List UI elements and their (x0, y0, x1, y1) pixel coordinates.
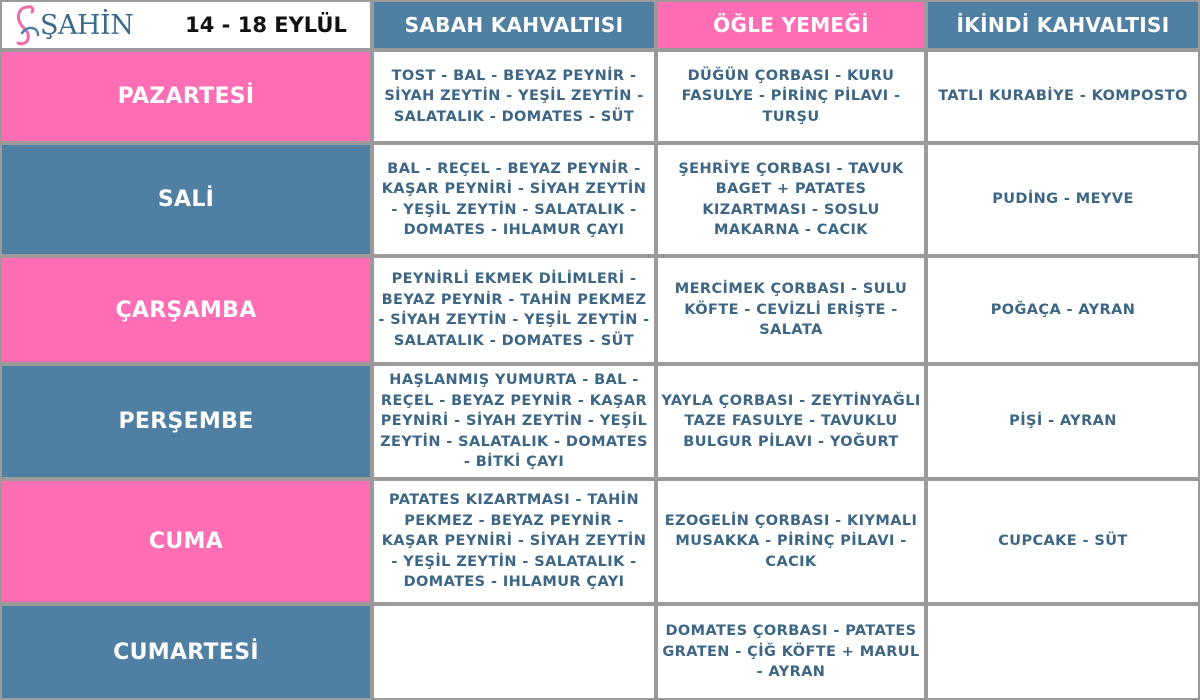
day-label-persembe: PERŞEMBE (0, 364, 372, 479)
logo-text: ŞAHİN (40, 9, 134, 41)
snack-cell: PUDİNG - MEYVE (926, 143, 1200, 256)
breakfast-cell: BAL - REÇEL - BEYAZ PEYNİR - KAŞAR PEYNİRİ - SİYAH ZEYTİN - YEŞİL ZEYTİN - SALATALIK - DOMATES - IHLAMUR ÇAYI (372, 143, 656, 256)
breakfast-cell: PATATES KIZARTMASI - TAHİN PEKMEZ - BEYAZ PEYNİR - KAŞAR PEYNİRİ - SİYAH ZEYTİN - YEŞİL ZEYTİN - SALATALIK - DOMATES - IHLAMUR ÇAYI (372, 479, 656, 604)
column-header-snack: İKİNDİ KAHVALTISI (926, 0, 1200, 50)
breakfast-cell: PEYNİRLİ EKMEK DİLİMLERİ - BEYAZ PEYNİR - TAHİN PEKMEZ - SİYAH ZEYTİN - YEŞİL ZEYTİN - SALATALIK - DOMATES - SÜT (372, 256, 656, 364)
date-range: 14 - 18 EYLÜL (185, 13, 347, 37)
day-label-pazartesi: PAZARTESİ (0, 50, 372, 143)
flamingo-swan-icon (8, 3, 44, 47)
snack-cell: PİŞİ - AYRAN (926, 364, 1200, 479)
lunch-cell: EZOGELİN ÇORBASI - KIYMALI MUSAKKA - PİRİNÇ PİLAVI - CACIK (656, 479, 926, 604)
lunch-cell: ŞEHRİYE ÇORBASI - TAVUK BAGET + PATATES KIZARTMASI - SOSLU MAKARNA - CACIK (656, 143, 926, 256)
column-header-breakfast: SABAH KAHVALTISI (372, 0, 656, 50)
lunch-cell: MERCİMEK ÇORBASI - SULU KÖFTE - CEVİZLİ ERİŞTE - SALATA (656, 256, 926, 364)
breakfast-cell: TOST - BAL - BEYAZ PEYNİR - SİYAH ZEYTİN - YEŞİL ZEYTİN - SALATALIK - DOMATES - SÜT (372, 50, 656, 143)
column-header-lunch: ÖĞLE YEMEĞİ (656, 0, 926, 50)
lunch-cell: YAYLA ÇORBASI - ZEYTİNYAĞLI TAZE FASULYE - TAVUKLU BULGUR PİLAVI - YOĞURT (656, 364, 926, 479)
logo (8, 3, 158, 47)
header-logo-cell (0, 0, 372, 50)
breakfast-cell: HAŞLANMIŞ YUMURTA - BAL - REÇEL - BEYAZ PEYNİR - KAŞAR PEYNİRİ - SİYAH ZEYTİN - YEŞİL ZEYTİN - SALATALIK - DOMATES - BİTKİ ÇAYI (372, 364, 656, 479)
day-label-sali: SALİ (0, 143, 372, 256)
day-label-cuma: CUMA (0, 479, 372, 604)
snack-cell (926, 604, 1200, 700)
breakfast-cell (372, 604, 656, 700)
snack-cell: TATLI KURABİYE - KOMPOSTO (926, 50, 1200, 143)
lunch-cell: DÜĞÜN ÇORBASI - KURU FASULYE - PİRİNÇ PİLAVI - TURŞU (656, 50, 926, 143)
lunch-cell: DOMATES ÇORBASI - PATATES GRATEN - ÇİĞ KÖFTE + MARUL - AYRAN (656, 604, 926, 700)
day-label-carsamba: ÇARŞAMBA (0, 256, 372, 364)
snack-cell: POĞAÇA - AYRAN (926, 256, 1200, 364)
day-label-cumartesi: CUMARTESİ (0, 604, 372, 700)
snack-cell: CUPCAKE - SÜT (926, 479, 1200, 604)
